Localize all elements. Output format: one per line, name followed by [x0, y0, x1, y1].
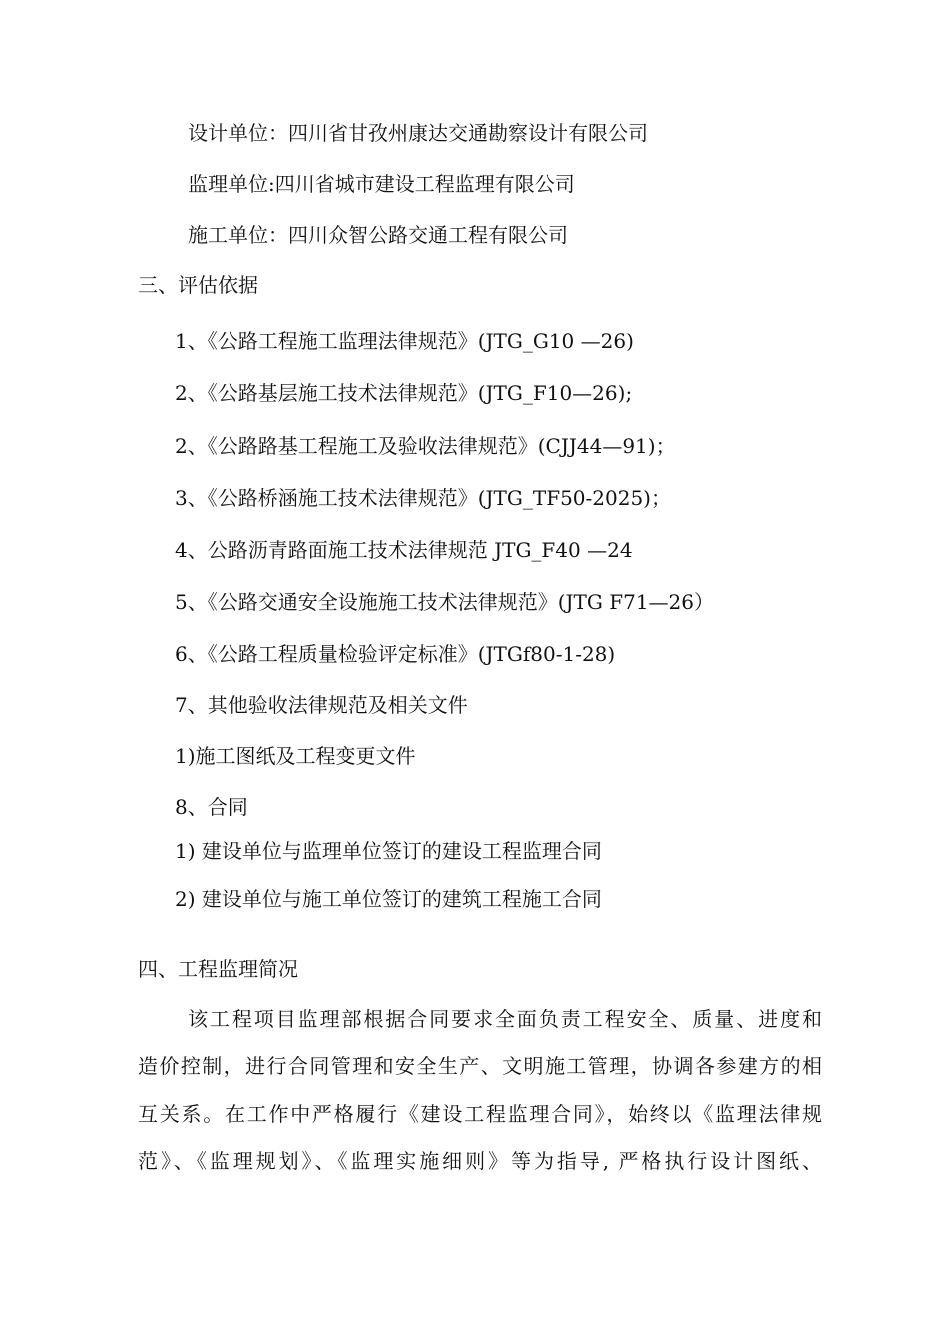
list-item: 2、《公路路基工程施工及验收法律规范》(CJJ44—91)；: [175, 434, 676, 458]
list-item: 1、《公路工程施工监理法律规范》(JTG_G10 —26): [175, 329, 634, 353]
paragraph-line: 造价控制，进行合同管理和安全生产、文明施工管理，协调各参建方的相: [138, 1054, 822, 1078]
list-item: 2) 建设单位与施工单位签订的建筑工程施工合同: [175, 887, 602, 911]
section-heading-basis: 三、评估依据: [138, 273, 258, 297]
list-item: 2、《公路基层施工技术法律规范》(JTG_F10—26);: [175, 381, 633, 405]
list-item: 1)施工图纸及工程变更文件: [175, 744, 416, 768]
list-item: 3、《公路桥涵施工技术法律规范》(JTG_TF50-2025)；: [175, 486, 671, 510]
list-item: 4、公路沥青路面施工技术法律规范 JTG_F40 —24: [175, 538, 633, 562]
list-item: 1) 建设单位与监理单位签订的建设工程监理合同: [175, 839, 602, 863]
paragraph-line: 范》、《监理规划》、《监理实施细则》等为指导, 严格执行设计图纸、: [138, 1149, 822, 1173]
list-item: 8、合同: [175, 795, 248, 819]
list-item: 5、《公路交通安全设施施工技术法律规范》(JTG F71—26）: [175, 590, 714, 614]
list-item: 7、其他验收法律规范及相关文件: [175, 693, 468, 717]
paragraph-line: 互关系。在工作中严格履行《建设工程监理合同》，始终以《监理法律规: [138, 1102, 822, 1126]
supervision-unit-line: 监理单位:四川省城市建设工程监理有限公司: [188, 172, 575, 196]
construction-unit-line: 施工单位：四川众智公路交通工程有限公司: [188, 223, 568, 247]
list-item: 6、《公路工程质量检验评定标准》(JTGf80-1-28): [175, 642, 616, 666]
design-unit-line: 设计单位：四川省甘孜州康达交通勘察设计有限公司: [188, 121, 648, 145]
section-heading-overview: 四、工程监理简况: [138, 957, 298, 981]
paragraph-line: 该工程项目监理部根据合同要求全面负责工程安全、质量、进度和: [188, 1007, 822, 1031]
